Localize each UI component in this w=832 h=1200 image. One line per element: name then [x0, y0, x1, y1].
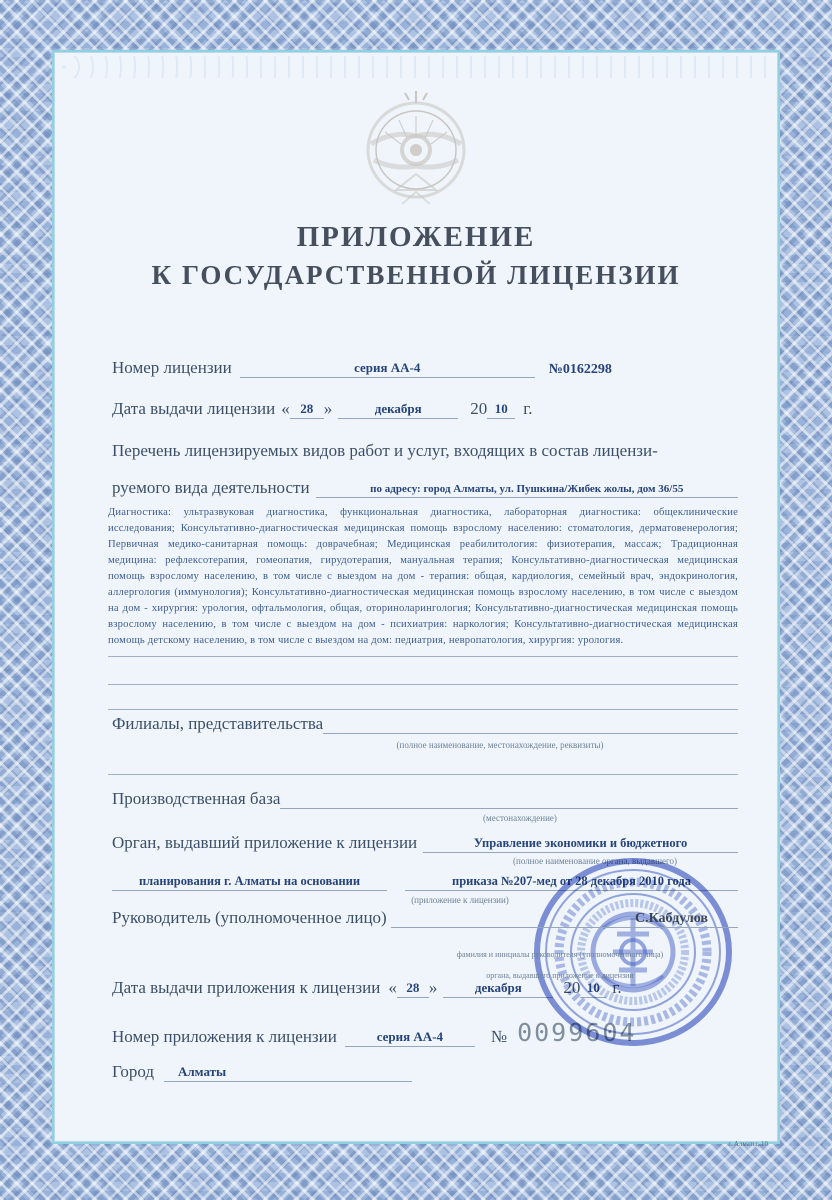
kazakhstan-emblem-icon	[349, 86, 483, 210]
production-base-caption: (местонахождение)	[483, 813, 557, 823]
production-base-label: Производственная база	[112, 789, 281, 808]
issuing-authority-value2-right: приказа №207-мед от 28 декабря 2010 года	[452, 874, 691, 888]
head-signature-field	[391, 909, 738, 928]
license-date-row	[112, 399, 738, 419]
issuing-authority-field	[423, 834, 738, 853]
document-title-line1: ПРИЛОЖЕНИЕ	[296, 221, 536, 253]
year-unit: г.	[523, 399, 533, 418]
branches-field	[323, 733, 738, 734]
head-row	[112, 908, 738, 928]
appendix-date-year: 10	[586, 980, 600, 995]
appendix-number-label: Номер приложения к лицензии	[112, 1027, 337, 1046]
printer-corner-mark: г. Алматы, 10	[728, 1140, 768, 1148]
quote-close: »	[428, 978, 438, 997]
branches-label: Филиалы, представительства	[112, 714, 324, 733]
license-date-day: 28	[300, 401, 314, 416]
production-base-field	[280, 808, 738, 809]
appendix-series-value: серия АА-4	[376, 1029, 443, 1044]
issuing-authority-value1: Управление экономики и бюджетного	[473, 836, 688, 850]
blank-rule-line	[108, 683, 738, 685]
head-name-value: С.Кабдулов	[634, 911, 708, 926]
year-prefix: 20	[470, 399, 488, 418]
branches-caption: (полное наименование, местонахождение, реквизиты)	[396, 740, 604, 750]
appendix-no-sign: №	[490, 1027, 508, 1046]
license-number-label: Номер лицензии	[112, 358, 232, 377]
year-prefix: 20	[563, 978, 581, 997]
list-intro-line1: Перечень лицензируемых видов работ и услуг, входящих в состав лицензи-	[112, 441, 658, 460]
license-date-month-field	[338, 400, 458, 419]
city-label: Город	[112, 1062, 154, 1081]
license-series-value: серия АА-4	[354, 360, 421, 375]
license-date-year-field	[487, 400, 515, 419]
appendix-serial-number: 0099604	[517, 1018, 637, 1047]
license-date-year: 10	[494, 401, 508, 416]
license-number-value: №0162298	[548, 362, 612, 377]
city-value: Алматы	[178, 1064, 227, 1079]
license-series-field	[240, 359, 535, 378]
city-row	[112, 1062, 412, 1082]
activity-address-field	[316, 479, 738, 498]
list-intro-line2-row	[112, 478, 738, 498]
appendix-date-day: 28	[406, 980, 420, 995]
issuing-authority-value2-left: планирования г. Алматы на основании	[138, 874, 361, 888]
city-field	[164, 1063, 412, 1082]
activity-address-value: по адресу: город Алматы, ул. Пушкина/Жибек жолы, дом 36/55	[370, 483, 684, 495]
quote-open: «	[281, 399, 290, 418]
license-date-label: Дата выдачи лицензии	[112, 399, 276, 418]
appendix-date-label: Дата выдачи приложения к лицензии	[112, 978, 381, 997]
appendix-series-field	[345, 1028, 475, 1047]
head-label: Руководитель (уполномоченное лицо)	[112, 908, 387, 927]
head-caption1: фамилия и инициалы руководителя (уполномоченного лица)	[456, 950, 664, 959]
blank-rule-line	[108, 773, 738, 775]
appendix-date-day-field	[397, 979, 429, 998]
document-title-line2: К ГОСУДАРСТВЕННОЙ ЛИЦЕНЗИИ	[151, 260, 681, 290]
license-number-row	[112, 358, 738, 378]
license-date-month: декабря	[374, 401, 422, 416]
license-date-day-field	[290, 400, 324, 419]
licensed-services-text: Диагностика: ультразвуковая диагностика, функциональная диагностика, лабораторная диагностика: общеклинические исследования; Консультативно-диагностическая медицинская помощь взрослому населению: стоматология, дерматовенерология; Первичная медико-санитарная помощь: доврачебная; Медицинская реабилитология: физиотерапия, массаж; Традиционная медицина: рефлексотерапия, гомеопатия, гирудотерапия, мануальная терапия; Консультативно-диагностическая медицинская помощь взрослому населению, в том числе с выездом на дом - терапия: общая, кардиология, семейный врач, эндокринология, аллергология (иммунология); Консультативно-диагностическая медицинская помощь взрослому населению, в том числе с выездом на дом - хирургия: урология, офтальмология, общая, оториноларингология; Консультативно-диагностическая медицинская помощь взрослому населению, в том числе с выездом на дом - психиатрия: наркология; Консультативно-диагностическая медицинская помощь детскому населению, в том числе с выездом на дом: педиатрия, невропатология, хирургия: урология.	[108, 507, 738, 646]
issuing-authority-caption1: (полное наименование органа, выдавшего)	[513, 856, 677, 866]
year-unit: г.	[612, 978, 622, 997]
issuing-authority-field2a	[112, 872, 387, 891]
blank-rule-line	[108, 655, 738, 657]
head-caption2: органа, выдавшего приложение к лицензии	[486, 971, 634, 980]
appendix-date-month: декабря	[474, 980, 522, 995]
production-base-row	[112, 789, 738, 809]
issuing-authority-label: Орган, выдавший приложение к лицензии	[112, 833, 418, 852]
quote-close: »	[323, 399, 333, 418]
list-intro-line2: руемого вида деятельности	[112, 478, 310, 497]
blank-rule-line	[108, 708, 738, 710]
branches-row	[112, 714, 738, 734]
quote-open: «	[388, 978, 397, 997]
issuing-authority-caption2: (приложение к лицензии)	[411, 895, 509, 905]
issuing-authority-row	[112, 833, 738, 853]
